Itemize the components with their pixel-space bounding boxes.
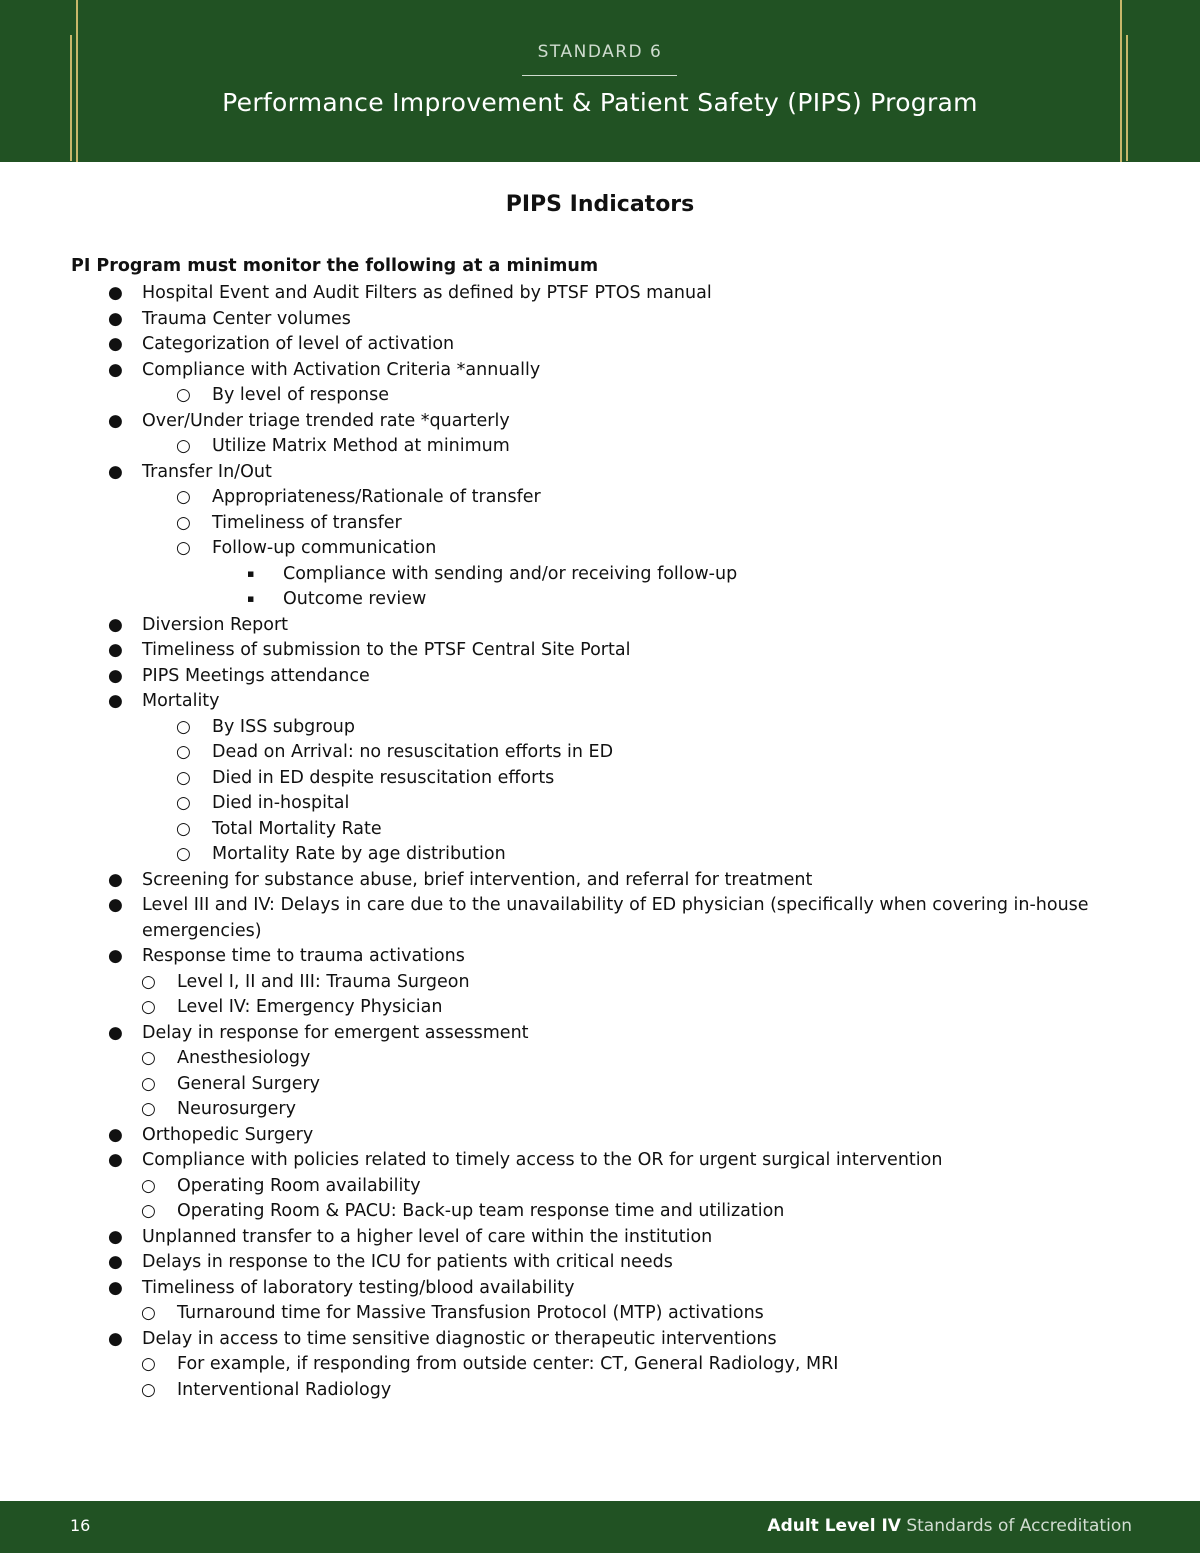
disc-bullet: ● (108, 360, 123, 380)
list-item: Transfer In/Out (142, 462, 272, 482)
list-item: Neurosurgery (177, 1099, 296, 1119)
list-item: PIPS Meetings attendance (142, 666, 370, 686)
circle-bullet: ○ (176, 385, 191, 405)
list-item: By ISS subgroup (212, 717, 356, 737)
square-bullet: ▪ (247, 592, 255, 605)
disc-bullet: ● (108, 946, 123, 966)
document-title (767, 1516, 1132, 1536)
disc-bullet: ● (108, 1252, 123, 1272)
disc-bullet: ● (108, 1329, 123, 1349)
list-item: Operating Room availability (177, 1176, 421, 1196)
disc-bullet: ● (108, 691, 123, 711)
list-item: Mortality (142, 691, 220, 711)
program-title: Performance Improvement & Patient Safety (PIPS) Program (222, 88, 978, 117)
circle-bullet: ○ (176, 793, 191, 813)
circle-bullet: ○ (176, 513, 191, 533)
circle-bullet: ○ (141, 1380, 156, 1400)
list-item: Level I, II and III: Trauma Surgeon (177, 972, 470, 992)
list-item: Delay in response for emergent assessment (142, 1023, 529, 1043)
disc-bullet: ● (108, 666, 123, 686)
list-item: Died in-hospital (212, 793, 350, 813)
list-item: General Surgery (177, 1074, 321, 1094)
standard-label: STANDARD 6 (537, 42, 663, 62)
list-item: Screening for substance abuse, brief intervention, and referral for treatment (142, 870, 813, 890)
list-item: For example, if responding from outside center: CT, General Radiology, MRI (177, 1354, 839, 1374)
circle-bullet: ○ (176, 768, 191, 788)
page-number: 16 (70, 1516, 91, 1535)
list-item: Delays in response to the ICU for patients with critical needs (142, 1252, 673, 1272)
circle-bullet: ○ (176, 436, 191, 456)
circle-bullet: ○ (141, 1354, 156, 1374)
disc-bullet: ● (108, 1227, 123, 1247)
list-item: Compliance with sending and/or receiving follow-up (283, 564, 738, 584)
list-item: Follow-up communication (212, 538, 437, 558)
circle-bullet: ○ (176, 717, 191, 737)
document-title-name: Standards of Accreditation (906, 1516, 1132, 1536)
disc-bullet: ● (108, 615, 123, 635)
disc-bullet: ● (108, 1023, 123, 1043)
disc-bullet: ● (108, 870, 123, 890)
disc-bullet: ● (108, 1278, 123, 1298)
list-item: Utilize Matrix Method at minimum (212, 436, 510, 456)
document-title-level: Adult Level IV (767, 1516, 901, 1536)
circle-bullet: ○ (141, 997, 156, 1017)
list-item: By level of response (212, 385, 390, 405)
list-item: Compliance with Activation Criteria *annually (142, 360, 541, 380)
disc-bullet: ● (108, 411, 123, 431)
decorative-gold-line (1120, 0, 1122, 162)
disc-bullet: ● (108, 895, 123, 915)
circle-bullet: ○ (176, 487, 191, 507)
list-item: Diversion Report (142, 615, 289, 635)
circle-bullet: ○ (141, 1074, 156, 1094)
circle-bullet: ○ (141, 1303, 156, 1323)
header-band (0, 0, 1200, 162)
list-item: Outcome review (283, 589, 427, 609)
list-item: Compliance with policies related to timely access to the OR for urgent surgical intervention (142, 1150, 943, 1170)
list-item: Level III and IV: Delays in care due to the unavailability of ED physician (specifically when covering in-house (142, 895, 1089, 915)
circle-bullet: ○ (176, 844, 191, 864)
circle-bullet: ○ (141, 1201, 156, 1221)
circle-bullet: ○ (141, 972, 156, 992)
list-item: Interventional Radiology (177, 1380, 392, 1400)
list-item: Delay in access to time sensitive diagnostic or therapeutic interventions (142, 1329, 777, 1349)
list-item: Over/Under triage trended rate *quarterly (142, 411, 510, 431)
disc-bullet: ● (108, 283, 123, 303)
decorative-gold-line (76, 0, 78, 162)
circle-bullet: ○ (141, 1099, 156, 1119)
list-item: Turnaround time for Massive Transfusion Protocol (MTP) activations (177, 1303, 764, 1323)
disc-bullet: ● (108, 309, 123, 329)
list-item: Timeliness of submission to the PTSF Central Site Portal (142, 640, 631, 660)
list-item: Level IV: Emergency Physician (177, 997, 443, 1017)
disc-bullet: ● (108, 334, 123, 354)
disc-bullet: ● (108, 640, 123, 660)
circle-bullet: ○ (176, 538, 191, 558)
list-item: Categorization of level of activation (142, 334, 455, 354)
square-bullet: ▪ (247, 567, 255, 580)
circle-bullet: ○ (141, 1048, 156, 1068)
list-item-continuation: emergencies) (142, 921, 262, 941)
list-item: Anesthesiology (177, 1048, 311, 1068)
list-item: Hospital Event and Audit Filters as defined by PTSF PTOS manual (142, 283, 712, 303)
list-item: Unplanned transfer to a higher level of care within the institution (142, 1227, 713, 1247)
page-title: PIPS Indicators (505, 192, 695, 217)
circle-bullet: ○ (176, 819, 191, 839)
circle-bullet: ○ (141, 1176, 156, 1196)
intro-heading: PI Program must monitor the following at a minimum (71, 256, 599, 276)
disc-bullet: ● (108, 1125, 123, 1145)
list-item: Operating Room & PACU: Back-up team response time and utilization (177, 1201, 785, 1221)
disc-bullet: ● (108, 1150, 123, 1170)
header-divider (522, 75, 677, 76)
circle-bullet: ○ (176, 742, 191, 762)
disc-bullet: ● (108, 462, 123, 482)
list-item: Timeliness of laboratory testing/blood availability (142, 1278, 575, 1298)
list-item: Orthopedic Surgery (142, 1125, 314, 1145)
list-item: Dead on Arrival: no resuscitation efforts in ED (212, 742, 614, 762)
list-item: Total Mortality Rate (212, 819, 382, 839)
list-item: Response time to trauma activations (142, 946, 465, 966)
list-item: Timeliness of transfer (212, 513, 402, 533)
list-item: Mortality Rate by age distribution (212, 844, 506, 864)
list-item: Died in ED despite resuscitation efforts (212, 768, 555, 788)
list-item: Appropriateness/Rationale of transfer (212, 487, 541, 507)
list-item: Trauma Center volumes (142, 309, 351, 329)
